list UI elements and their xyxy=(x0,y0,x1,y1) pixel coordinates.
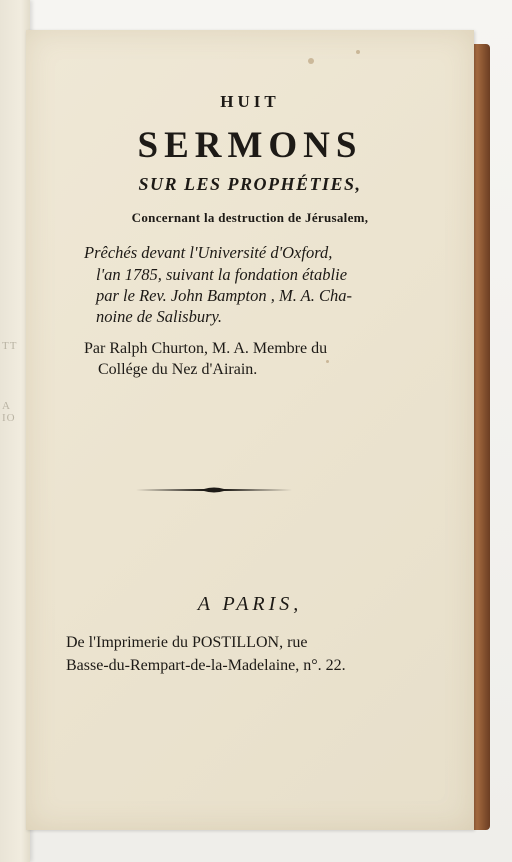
imprint-place: A PARIS, xyxy=(197,593,303,615)
foxing-spot xyxy=(308,58,314,64)
preached-line: l'an 1785, suivant la fondation établie xyxy=(96,265,348,284)
bleed-through-mark: TT xyxy=(2,340,18,352)
title-page xyxy=(26,30,474,830)
foxing-spot xyxy=(326,360,329,363)
preached-line: Prêchés devant l'Université d'Oxford, xyxy=(84,243,333,262)
preached-line: par le Rev. John Bampton , M. A. Cha- xyxy=(96,286,353,305)
author-line: Par Ralph Churton, M. A. Membre du xyxy=(84,340,328,357)
title-huit: HUIT xyxy=(220,92,280,111)
bleed-through-mark: A IO xyxy=(2,400,16,424)
imprint-line: De l'Imprimerie du POSTILLON, rue xyxy=(66,634,308,651)
foxing-spot xyxy=(356,50,360,54)
ornamental-rule xyxy=(134,480,294,500)
subtitle-propheties: SUR LES PROPHÉTIES, xyxy=(138,174,362,194)
imprint-line: Basse-du-Rempart-de-la-Madelaine, n°. 22. xyxy=(66,657,346,674)
subtitle-concernant: Concernant la destruction de Jérusalem, xyxy=(131,210,369,225)
title-sermons: SERMONS xyxy=(137,125,363,166)
preached-line: noine de Salisbury. xyxy=(96,307,223,326)
author-line: Collége du Nez d'Airain. xyxy=(98,361,258,378)
